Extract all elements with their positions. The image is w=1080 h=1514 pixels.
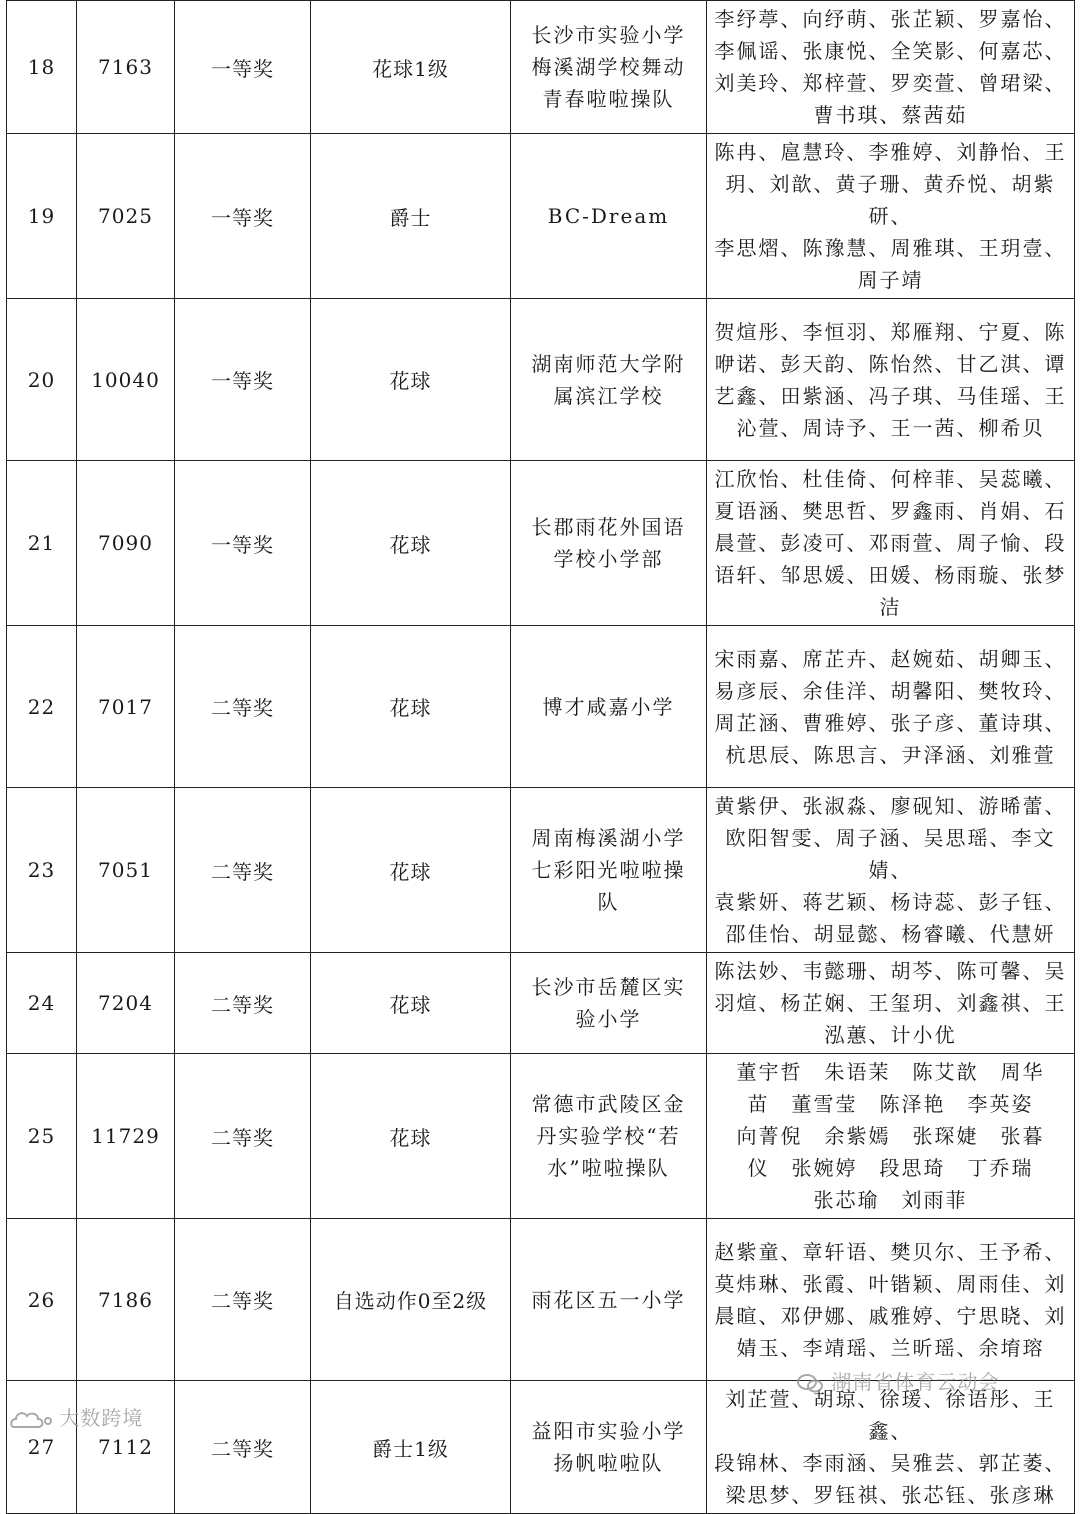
member-names-cell <box>707 1381 1075 1514</box>
award-level-cell: 二等奖 <box>175 953 311 1054</box>
team-name-line: 学校小学部 <box>553 547 664 571</box>
team-name-line: 丹实验学校“若 <box>536 1124 681 1148</box>
cloud-logo-icon <box>10 1409 52 1431</box>
team-name-line: 周南梅溪湖小学 <box>531 826 686 850</box>
team-name-line: 队 <box>597 890 620 914</box>
member-names-line: 邵佳怡、胡显懿、杨睿曦、代慧妍 <box>725 922 1056 946</box>
row-number-cell: 27 <box>7 1381 77 1514</box>
team-name-cell <box>511 134 707 299</box>
member-names-line: 江欣怡、杜佳倚、何梓菲、吴蕊曦、 <box>714 467 1067 491</box>
team-name-line: 扬帆啦啦队 <box>553 1451 664 1475</box>
entry-id-cell: 10040 <box>77 299 175 461</box>
member-names-line: 洁 <box>879 595 902 619</box>
member-names-line: 李佩谣、张康悦、全笑影、何嘉芯、 <box>714 39 1067 63</box>
member-names-line: 陈法妙、韦懿珊、胡芩、陈可馨、吴 <box>714 959 1067 983</box>
team-name-line: 长沙市岳麓区实 <box>531 975 686 999</box>
row-number-cell: 25 <box>7 1054 77 1219</box>
award-level-cell: 一等奖 <box>175 299 311 461</box>
table-row <box>7 1 1075 134</box>
table-row <box>7 626 1075 788</box>
team-name-line: 验小学 <box>575 1007 642 1031</box>
member-names-line: 婧玉、李靖瑶、兰昕瑶、余堉瑢 <box>736 1335 1045 1360</box>
member-names-line: 周芷涵、曹雅婷、张子彦、董诗琪、 <box>714 710 1067 735</box>
team-name-line: 雨花区五一小学 <box>531 1287 686 1312</box>
member-names-cell <box>707 788 1075 953</box>
team-name-line: BC-Dream <box>547 204 670 228</box>
member-names-line: 刘芷萱、胡琼、徐瑗、徐语彤、王鑫、 <box>725 1387 1056 1443</box>
team-name-cell <box>511 461 707 626</box>
award-level-cell: 二等奖 <box>175 1054 311 1219</box>
member-names-line: 艺鑫、田紫涵、冯子琪、马佳瑶、王 <box>714 383 1067 408</box>
member-names-cell <box>707 1 1075 134</box>
team-name-cell <box>511 1054 707 1219</box>
team-name-line: 青春啦啦操队 <box>542 87 675 111</box>
award-level-cell: 一等奖 <box>175 134 311 299</box>
member-names-line: 段锦林、李雨涵、吴雅芸、郭芷萎、 <box>714 1451 1067 1475</box>
member-names-line: 李纾葶、向纾萌、张芷颖、罗嘉怡、 <box>714 7 1067 31</box>
table-row <box>7 788 1075 953</box>
watermark-logo <box>10 1402 143 1431</box>
member-names-cell <box>707 626 1075 788</box>
table-row <box>7 1054 1075 1219</box>
award-level-cell: 二等奖 <box>175 1381 311 1514</box>
member-names-cell <box>707 299 1075 461</box>
member-names-line: 袁紫妍、蒋艺颖、杨诗蕊、彭子钰、 <box>714 890 1067 914</box>
category-cell: 花球1级 <box>311 1 511 134</box>
member-names-cell <box>707 1219 1075 1381</box>
member-names-line: 黄紫伊、张淑淼、廖砚知、游晞蕾、 <box>714 794 1067 818</box>
award-level-cell: 二等奖 <box>175 626 311 788</box>
row-number-cell: 18 <box>7 1 77 134</box>
member-names-line: 梁思梦、罗钰祺、张芯钰、张彦琳 <box>725 1483 1056 1507</box>
team-name-line: 属滨江学校 <box>553 383 664 408</box>
member-names-line: 泓蕙、计小优 <box>824 1023 957 1047</box>
table-row <box>7 1381 1075 1514</box>
member-names-line: 羽煊、杨芷娴、王玺玥、刘鑫祺、王 <box>714 991 1067 1015</box>
team-name-line: 梅溪湖学校舞动 <box>531 55 686 79</box>
table-row <box>7 1219 1075 1381</box>
member-names-line: 陈冉、扈慧玲、李雅婷、刘静怡、王 <box>714 140 1067 164</box>
member-names-line: 杭思辰、陈思言、尹泽涵、刘雅萱 <box>725 742 1056 767</box>
entry-id-cell: 7163 <box>77 1 175 134</box>
row-number-cell: 22 <box>7 626 77 788</box>
member-names-line: 刘美玲、郑梓萱、罗奕萱、曾珺梁、 <box>714 71 1067 95</box>
team-name-cell <box>511 299 707 461</box>
team-name-cell <box>511 1 707 134</box>
member-names-cell <box>707 461 1075 626</box>
member-names-cell <box>707 953 1075 1054</box>
entry-id-cell: 7112 <box>77 1381 175 1514</box>
row-number-cell: 21 <box>7 461 77 626</box>
member-names-line: 晨萱、彭凌可、邓雨萱、周子愉、段 <box>714 531 1067 555</box>
award-level-cell: 二等奖 <box>175 788 311 953</box>
member-names-line: 夏语涵、樊思哲、罗鑫雨、肖娟、石 <box>714 499 1067 523</box>
member-names-cell <box>707 134 1075 299</box>
team-name-line: 益阳市实验小学 <box>531 1419 686 1443</box>
award-level-cell: 二等奖 <box>175 1219 311 1381</box>
member-names-line: 易彦辰、余佳洋、胡馨阳、樊牧玲、 <box>714 678 1067 703</box>
watermark-official-text: 湖南省体育云动会 <box>831 1370 1000 1394</box>
team-name-line: 长郡雨花外国语 <box>531 515 686 539</box>
team-name-cell <box>511 788 707 953</box>
category-cell: 花球 <box>311 953 511 1054</box>
member-names-line: 咿诺、彭天韵、陈怡然、甘乙淇、谭 <box>714 351 1067 376</box>
table-row <box>7 953 1075 1054</box>
member-names-line: 沁萱、周诗予、王一茜、柳希贝 <box>736 415 1045 440</box>
row-number-cell: 26 <box>7 1219 77 1381</box>
team-name-line: 七彩阳光啦啦操 <box>531 858 686 882</box>
table-row <box>7 299 1075 461</box>
team-name-line: 湖南师范大学附 <box>531 351 686 376</box>
member-names-line: 曹书琪、蔡茜茹 <box>813 103 968 127</box>
entry-id-cell: 7204 <box>77 953 175 1054</box>
team-name-cell <box>511 626 707 788</box>
award-level-cell: 一等奖 <box>175 1 311 134</box>
member-names-line: 苗 董雪莹 陈泽艳 李英姿 <box>747 1092 1034 1116</box>
category-cell: 花球 <box>311 626 511 788</box>
entry-id-cell: 7017 <box>77 626 175 788</box>
category-cell: 花球 <box>311 461 511 626</box>
category-cell: 花球 <box>311 788 511 953</box>
category-cell: 自选动作0至2级 <box>311 1219 511 1381</box>
category-cell: 花球 <box>311 299 511 461</box>
row-number-cell: 24 <box>7 953 77 1054</box>
entry-id-cell: 11729 <box>77 1054 175 1219</box>
category-cell: 爵士 <box>311 134 511 299</box>
watermark-official <box>796 1366 999 1396</box>
award-level-cell: 一等奖 <box>175 461 311 626</box>
row-number-cell: 20 <box>7 299 77 461</box>
member-names-line: 宋雨嘉、席芷卉、赵婉茹、胡卿玉、 <box>714 646 1067 671</box>
entry-id-cell: 7090 <box>77 461 175 626</box>
team-name-line: 常德市武陵区金 <box>531 1092 686 1116</box>
entry-id-cell: 7025 <box>77 134 175 299</box>
team-name-line: 水”啦啦操队 <box>547 1156 670 1180</box>
table-row <box>7 461 1075 626</box>
category-cell: 爵士1级 <box>311 1381 511 1514</box>
member-names-line: 语轩、邹思媛、田媛、杨雨璇、张梦 <box>714 563 1067 587</box>
member-names-line: 晨暄、邓伊娜、戚雅婷、宁思晓、刘 <box>714 1303 1067 1328</box>
team-name-line: 长沙市实验小学 <box>531 23 686 47</box>
member-names-line: 仪 张婉婷 段思琦 丁乔瑞 <box>747 1156 1034 1180</box>
category-cell: 花球 <box>311 1054 511 1219</box>
entry-id-cell: 7051 <box>77 788 175 953</box>
team-name-cell <box>511 1381 707 1514</box>
results-table <box>6 0 1075 1514</box>
row-number-cell: 23 <box>7 788 77 953</box>
team-name-cell <box>511 1219 707 1381</box>
member-names-line: 周子靖 <box>857 268 924 292</box>
team-name-cell <box>511 953 707 1054</box>
team-name-line: 博才咸嘉小学 <box>542 694 675 719</box>
member-names-cell <box>707 1054 1075 1219</box>
member-names-line: 向菁倪 余紫嫣 张琛婕 张暮 <box>736 1124 1045 1148</box>
chat-bubble-icon <box>796 1372 824 1396</box>
member-names-line: 李思熠、陈豫慧、周雅琪、王玥壹、 <box>714 236 1067 260</box>
member-names-line: 贺煊彤、李恒羽、郑雁翔、宁夏、陈 <box>714 319 1067 344</box>
member-names-line: 玥、刘歆、黄子珊、黄乔悦、胡紫研、 <box>725 172 1056 228</box>
member-names-line: 欧阳智雯、周子涵、吴思瑶、李文婧、 <box>725 826 1056 882</box>
row-number-cell: 19 <box>7 134 77 299</box>
member-names-line: 董宇哲 朱语茉 陈艾歆 周华 <box>736 1060 1045 1084</box>
watermark-logo-text: 大数跨境 <box>59 1406 144 1430</box>
member-names-line: 莫炜琳、张霞、叶锴颖、周雨佳、刘 <box>714 1271 1067 1296</box>
table-row <box>7 134 1075 299</box>
entry-id-cell: 7186 <box>77 1219 175 1381</box>
member-names-line: 赵紫童、章轩语、樊贝尔、王予希、 <box>714 1239 1067 1264</box>
member-names-line: 张芯瑜 刘雨菲 <box>813 1188 968 1212</box>
